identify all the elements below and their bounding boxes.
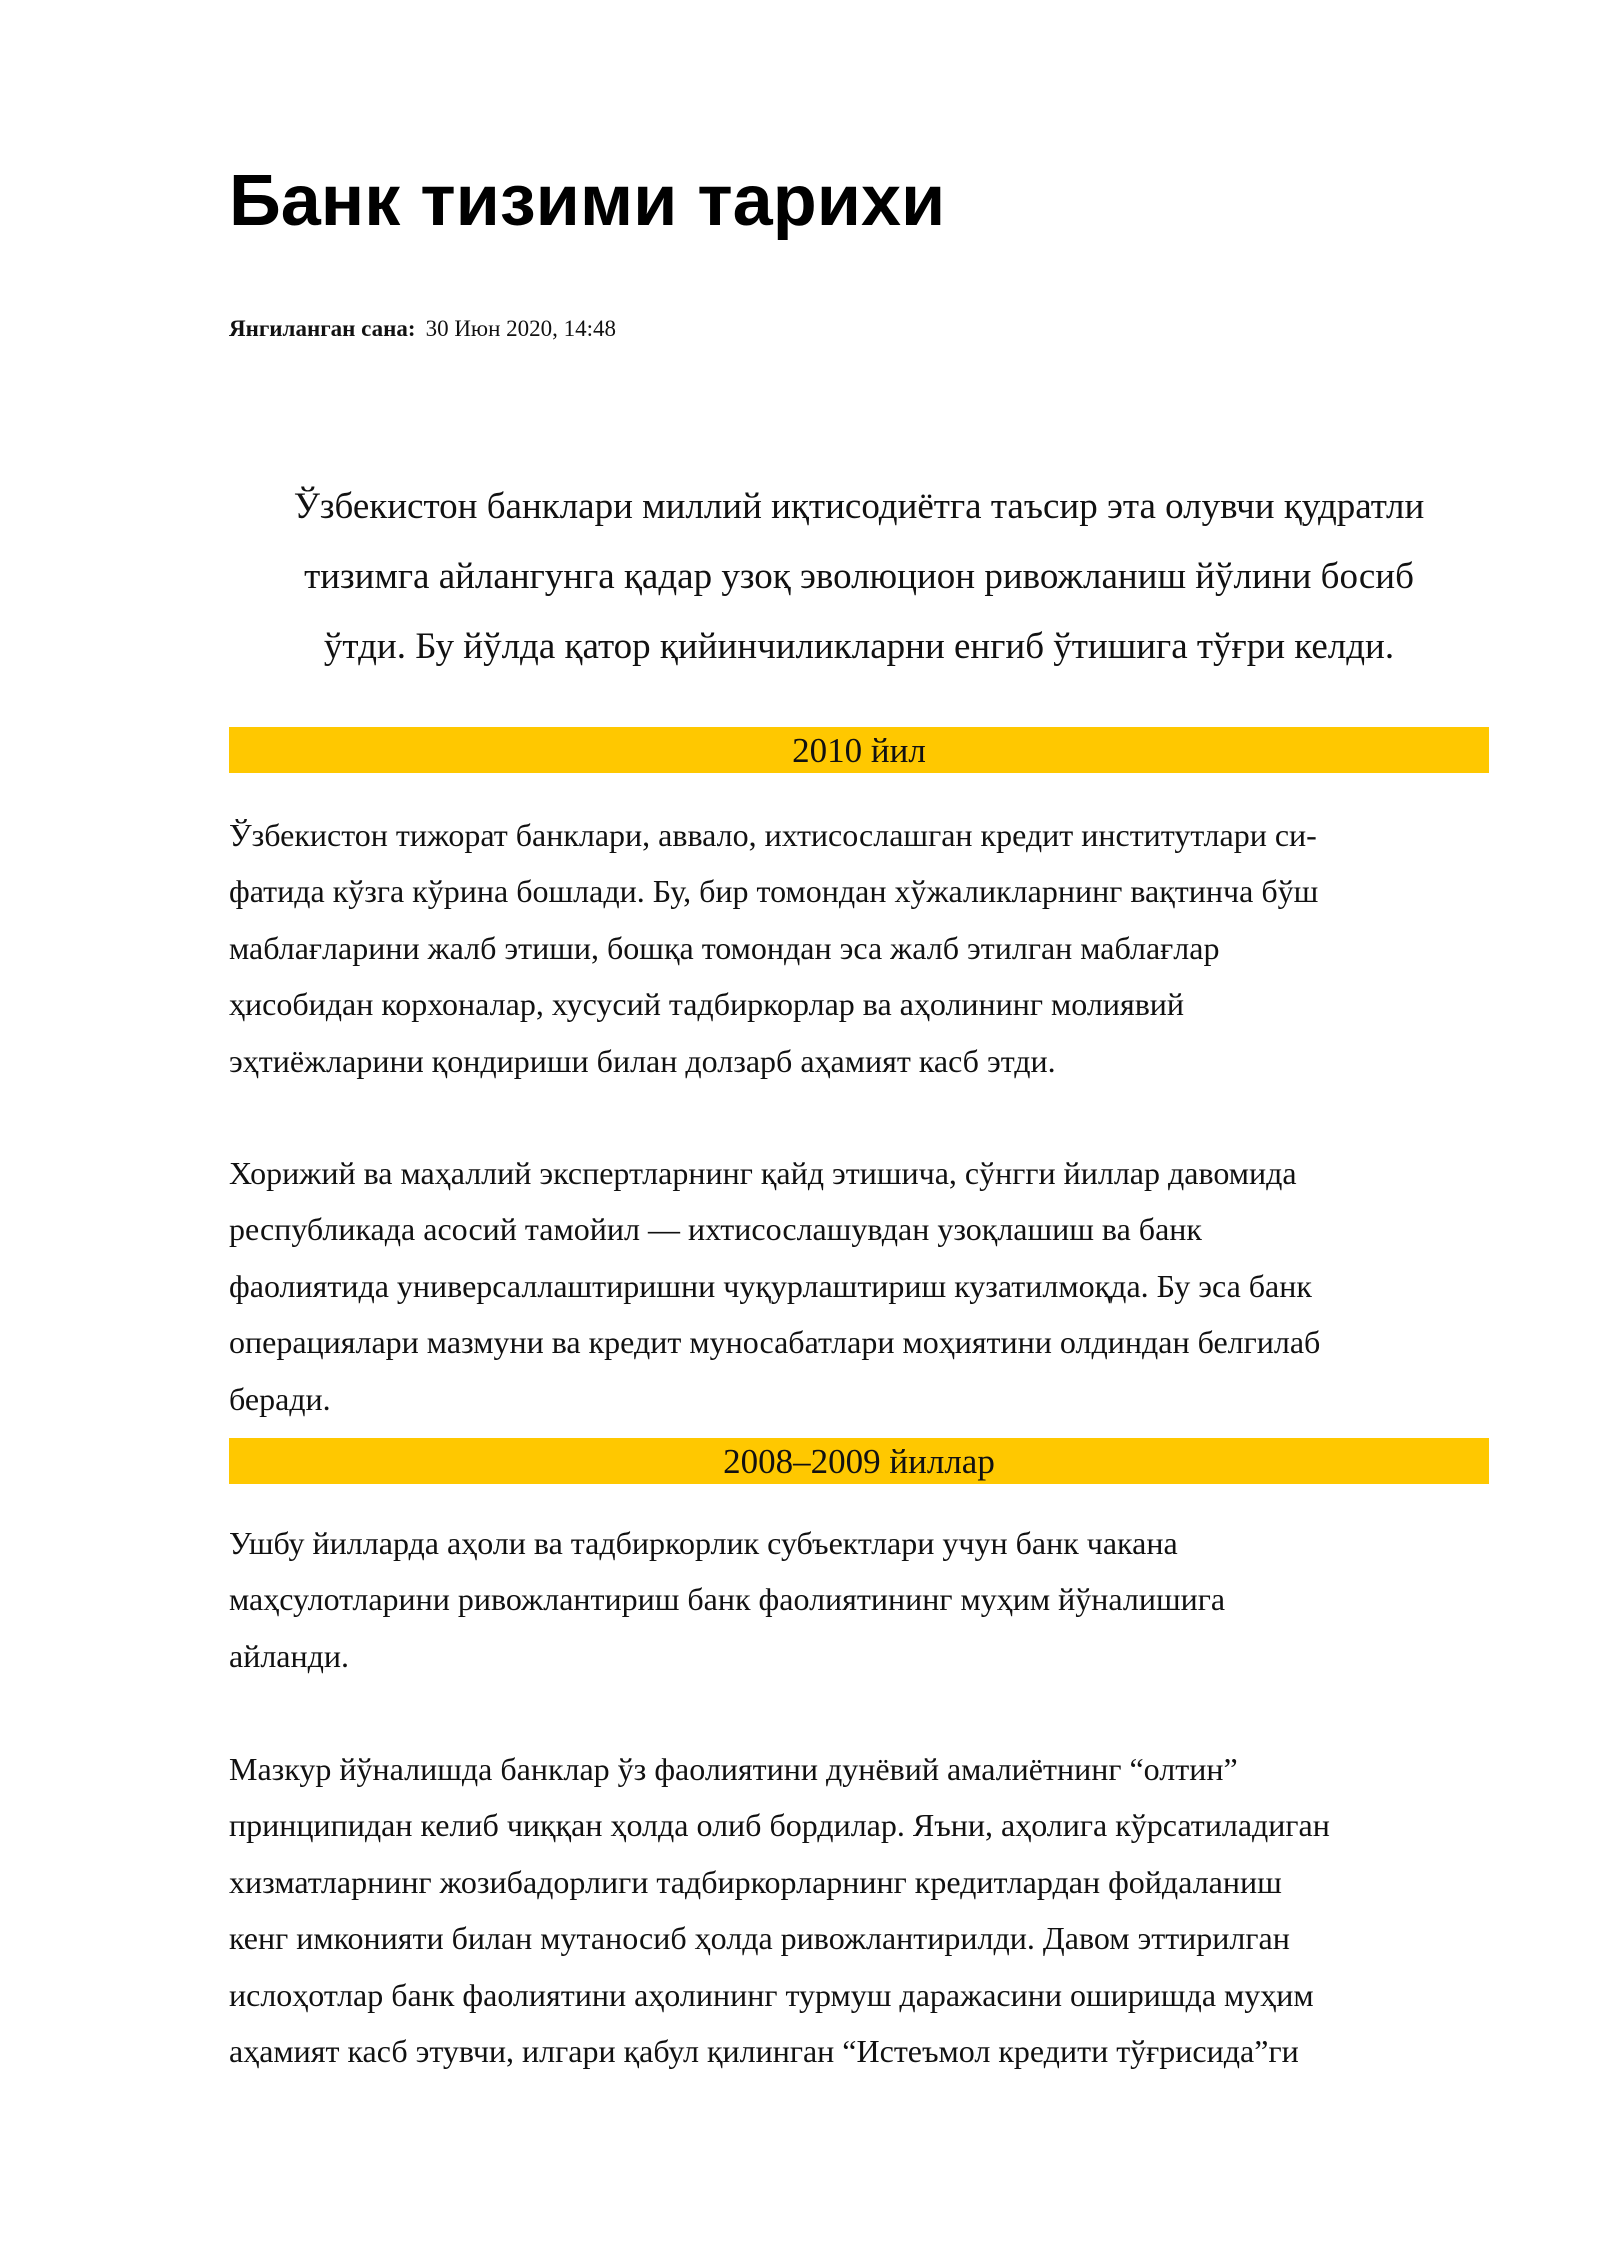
paragraph-line: аҳамият касб этувчи, илгари қабул қилинган “Истеъмол кредити тўғрисида”ги [229, 2033, 1299, 2070]
paragraph-line: фатида кўзга кўрина бошлади. Бу, бир томондан хўжаликларнинг вақтинча бўш [229, 873, 1319, 910]
lead-paragraph [229, 472, 1489, 682]
paragraph-line: республикада асосий тамойил — ихтисослашувдан узоқлашиш ва банк [229, 1211, 1202, 1248]
body-paragraph [229, 1515, 1489, 1684]
paragraph-line: Ўзбекистон тижорат банклари, аввало, ихтисослашган кредит институтлари си- [229, 817, 1317, 853]
section-year-heading: 2008–2009 йиллар [229, 1438, 1489, 1484]
paragraph-line: Хорижий ва маҳаллий экспертларнинг қайд этишича, сўнгги йиллар давомида [229, 1155, 1297, 1191]
paragraph-line: беради. [229, 1380, 331, 1417]
paragraph-line: ислоҳотлар банк фаолиятини аҳолининг турмуш даражасини оширишда муҳим [229, 1976, 1314, 2013]
paragraph-line: операциялари мазмуни ва кредит муносабатлари моҳиятини олдиндан белгилаб [229, 1324, 1321, 1361]
lead-line: ўтди. Бу йўлда қатор қийинчиликларни енгиб ўтишига тўғри келди. [323, 626, 1395, 667]
paragraph-line: кенг имконияти билан мутаносиб ҳолда ривожлантирилди. Давом эттирилган [229, 1920, 1290, 1957]
body-paragraph [229, 807, 1489, 1089]
body-paragraph [229, 1741, 1489, 2079]
updated-date [229, 314, 616, 344]
paragraph-line: эҳтиёжларини қондириши билан долзарб аҳамият касб этди. [229, 1042, 1056, 1079]
paragraph-line: маҳсулотларини ривожлантириш банк фаолиятининг муҳим йўналишига [229, 1581, 1226, 1618]
paragraph-line: маблағларини жалб этиши, бошқа томондан эса жалб этилган маблағлар [229, 929, 1220, 966]
updated-date-value: 30 Июн 2020, 14:48 [425, 316, 617, 341]
section-year-heading: 2010 йил [229, 727, 1489, 773]
updated-date-label: Янгиланган сана: [229, 316, 416, 341]
page-title: Банк тизими тарихи [229, 161, 946, 241]
paragraph-line: Мазкур йўналишда банклар ўз фаолиятини дунёвий амалиётнинг “олтин” [229, 1751, 1238, 1787]
body-paragraph [229, 1145, 1489, 1427]
lead-line: Ўзбекистон банклари миллий иқтисодиётга таъсир эта олувчи қудратли [293, 486, 1425, 527]
paragraph-line: айланди. [229, 1637, 350, 1674]
paragraph-line: хизматларнинг жозибадорлиги тадбиркорларнинг кредитлардан фойдаланиш [229, 1863, 1282, 1900]
lead-line: тизимга айлангунга қадар узоқ эволюцион ривожланиш йўлини босиб [304, 556, 1414, 597]
paragraph-line: ҳисобидан корхоналар, хусусий тадбиркорлар ва аҳолининг молиявий [229, 986, 1185, 1023]
paragraph-line: фаолиятида универсаллаштиришни чуқурлаштириш кузатилмоқда. Бу эса банк [229, 1267, 1312, 1304]
paragraph-line: Ушбу йилларда аҳоли ва тадбиркорлик субъектлари учун банк чакана [229, 1525, 1178, 1561]
paragraph-line: принципидан келиб чиққан ҳолда олиб бордилар. Яъни, аҳолига кўрсатиладиган [229, 1807, 1330, 1844]
